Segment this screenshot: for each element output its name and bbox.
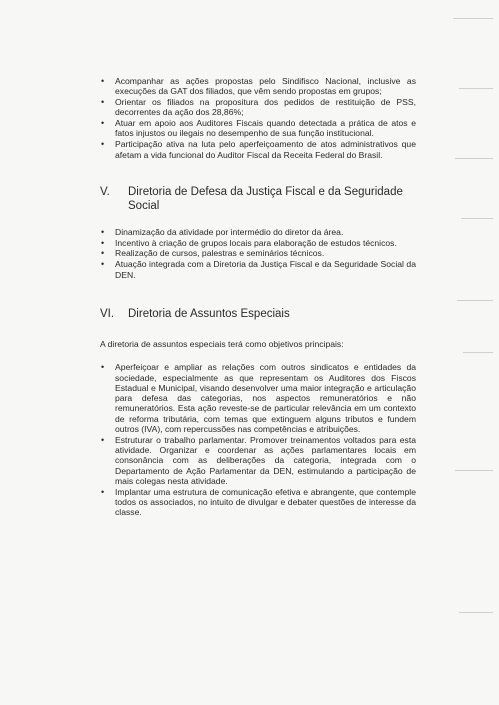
- bullet-icon: •: [101, 226, 105, 237]
- bullet-icon: •: [101, 139, 105, 150]
- bullet-icon: •: [101, 248, 105, 259]
- list-item: • Incentivo à criação de grupos locais para elaboração de estudos técnicos.: [101, 237, 397, 248]
- bullet-icon: •: [101, 97, 105, 108]
- scan-mark: [461, 218, 493, 219]
- bullet-icon: •: [101, 237, 105, 248]
- section-intro: A diretoria de assuntos especiais terá como objetivos principais:: [100, 338, 344, 349]
- section-iv-list: [100, 76, 416, 160]
- list-item: • Participação ativa na luta pelo aperfeiçoamento de atos administrativos que afetam a vida funcional do Auditor Fiscal da Receita Federal do Brasil.: [101, 139, 416, 160]
- bullet-icon: •: [101, 76, 105, 86]
- list-item: • Dinamização da atividade por intermédio do diretor da área.: [101, 226, 344, 237]
- section-vi-heading: [100, 307, 416, 321]
- scan-mark: [459, 88, 493, 89]
- scan-mark: [463, 352, 493, 353]
- list-item: • Estruturar o trabalho parlamentar. Promover treinamentos voltados para esta atividade. Organizar e coordenar as ações parlamentares locais em consonância com as deliberações da categoria, integrada com o Departamento de Ação Parlamentar da DEN, estimulando a participação de mais colegas nesta atividade.: [101, 434, 416, 487]
- scan-mark: [453, 18, 493, 19]
- bullet-icon: •: [101, 434, 105, 445]
- scan-mark: [457, 300, 493, 301]
- section-title: Diretoria de Defesa da Justiça Fiscal e da Seguridade Social: [128, 185, 403, 212]
- list-item: • Realização de cursos, palestras e seminários técnicos.: [101, 248, 325, 259]
- bullet-icon: •: [101, 486, 105, 497]
- list-item: • Acompanhar as ações propostas pelo Sindifisco Nacional, inclusive as execuções da GAT dos filiados, que vêm sendo propostas em grupos;: [101, 76, 416, 97]
- section-v-list: [100, 227, 416, 280]
- bullet-icon: •: [101, 362, 105, 373]
- list-item: • Aperfeiçoar e ampliar as relações com outros sindicatos e entidades da sociedade, especialmente as que representam os Auditores dos Fiscos Estadual e Municipal, visando desenvolver uma maior integração e articulação para defesa das categorias, nos aspectos remuneratórios e não remuneratórios. Esta ação reveste-se de particular relevância em um contexto de reforma tributária, com temas que extinguem alguns tributos e fundem outros (IVA), com repercussões nas competências e atribuições.: [101, 362, 416, 435]
- list-item: • Implantar uma estrutura de comunicação efetiva e abrangente, que contemple todos os associados, no intuito de divulgar e debater questões de interesse da classe.: [101, 486, 416, 518]
- scan-mark: [455, 470, 493, 471]
- list-item: • Atuação integrada com a Diretoria da Justiça Fiscal e da Seguridade Social da DEN.: [101, 259, 416, 280]
- document-body: [100, 76, 416, 518]
- scan-mark: [459, 612, 493, 613]
- section-v-heading: [100, 185, 416, 213]
- section-number: V.: [100, 185, 110, 198]
- list-item: • Orientar os filiados na propositura dos pedidos de restituição de PSS, decorrentes da ação dos 28,86%;: [101, 97, 416, 118]
- section-title: Diretoria de Assuntos Especiais: [128, 307, 290, 320]
- section-number: VI.: [100, 307, 115, 320]
- scan-mark: [455, 158, 493, 159]
- bullet-icon: •: [101, 259, 105, 270]
- list-item: • Atuar em apoio aos Auditores Fiscais quando detectada a prática de atos e fatos injustos ou ilegais no desempenho de sua função institucional.: [101, 118, 416, 139]
- section-vi-list: [100, 362, 416, 517]
- bullet-icon: •: [101, 118, 105, 129]
